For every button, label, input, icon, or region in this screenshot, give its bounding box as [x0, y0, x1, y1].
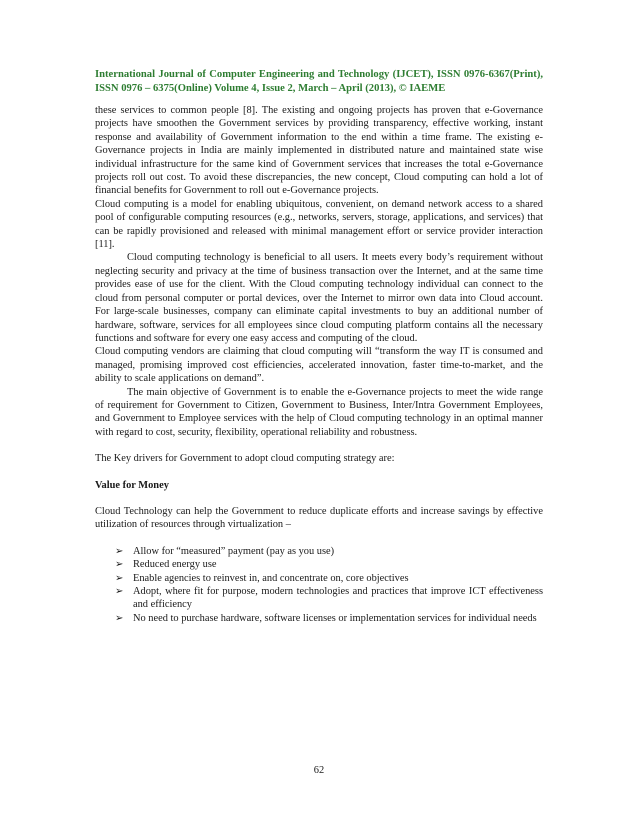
paragraph: Cloud computing is a model for enabling ubiquitous, convenient, on demand network access to a shared pool of configurable computing resources (e.g., networks, servers, storage, applications, and services) that can be rapidly provisioned and released with minimal management effort or service provider interaction [11]. [95, 198, 543, 251]
list-item [95, 572, 543, 585]
arrow-bullet-icon: ➢ [115, 545, 124, 557]
section-heading: Value for Money [95, 479, 169, 491]
list-item [95, 585, 543, 612]
list-item-text: Adopt, where fit for purpose, modern technologies and practices that improve ICT effectiveness and efficiency [133, 586, 543, 611]
list-item-text: Reduced energy use [133, 559, 217, 571]
journal-header: International Journal of Computer Engineering and Technology (IJCET), ISSN 0976-6367(Print), ISSN 0976 – 6375(Online) Volume 4, Issue 2, March – April (2013), © IAEME [95, 69, 543, 94]
page-content [95, 68, 543, 625]
bullet-list [95, 545, 543, 625]
list-item-text: Allow for “measured” payment (pay as you use) [133, 545, 335, 557]
paragraph: these services to common people [8]. The existing and ongoing projects has proven that e-Governance projects have smoothen the Government services by providing transparency, effective working, instant response and availability of Government information to the end within a time frame. The existing e-Governance projects in India are mainly implemented in distributed nature and maintained state wise individual infrastructure for the same kind of Government services that increases the total e-Governance projects roll out cost. To avoid these discrepancies, the new concept, Cloud computing can hold a lot of financial benefits for Government to roll out e-Governance projects. [95, 105, 543, 197]
paragraph: Cloud computing technology is beneficial to all users. It meets every body’s requirement without neglecting security and privacy at the time of business transaction over the Internet, and at the same time provides ease of use for the client. With the Cloud computing technology individual can connect to the cloud from personal computer or portal devices, over the Internet to mirror own data into Cloud account. For large-scale businesses, company can eliminate capital investments to buy an additional number of hardware, software, services for all employees since cloud computing platform contains all the necessary functions and software for every one easy access and computing of the cloud. [95, 252, 543, 344]
paragraph: The main objective of Government is to enable the e-Governance projects to meet the wide range of requirement for Government to Citizen, Government to Business, Inter/Intra Government Employees, and Government to Employee services with the help of Cloud computing technology in an optimal manner with regard to cost, security, flexibility, operational reliability and robustness. [95, 386, 543, 438]
list-item [95, 545, 543, 558]
arrow-bullet-icon: ➢ [115, 586, 124, 597]
paragraph: Cloud computing vendors are claiming that cloud computing will “transform the way IT is consumed and managed, promising improved cost efficiencies, accelerated innovation, faster time-to-market, and the ability to scale applications on demand”. [95, 346, 543, 385]
list-item [95, 612, 543, 625]
section-intro: Cloud Technology can help the Government to reduce duplicate efforts and increase savings by effective utilization of resources through virtualization – [95, 505, 543, 531]
paragraph: The Key drivers for Government to adopt cloud computing strategy are: [95, 453, 395, 465]
arrow-bullet-icon: ➢ [115, 559, 124, 571]
arrow-bullet-icon: ➢ [115, 572, 124, 584]
arrow-bullet-icon: ➢ [115, 612, 124, 624]
article-body [95, 104, 543, 625]
list-item-text: No need to purchase hardware, software licenses or implementation services for individual needs [133, 612, 537, 624]
list-item [95, 558, 543, 571]
list-item-text: Enable agencies to reinvest in, and concentrate on, core objectives [133, 572, 409, 584]
page-number: 62 [313, 765, 325, 776]
